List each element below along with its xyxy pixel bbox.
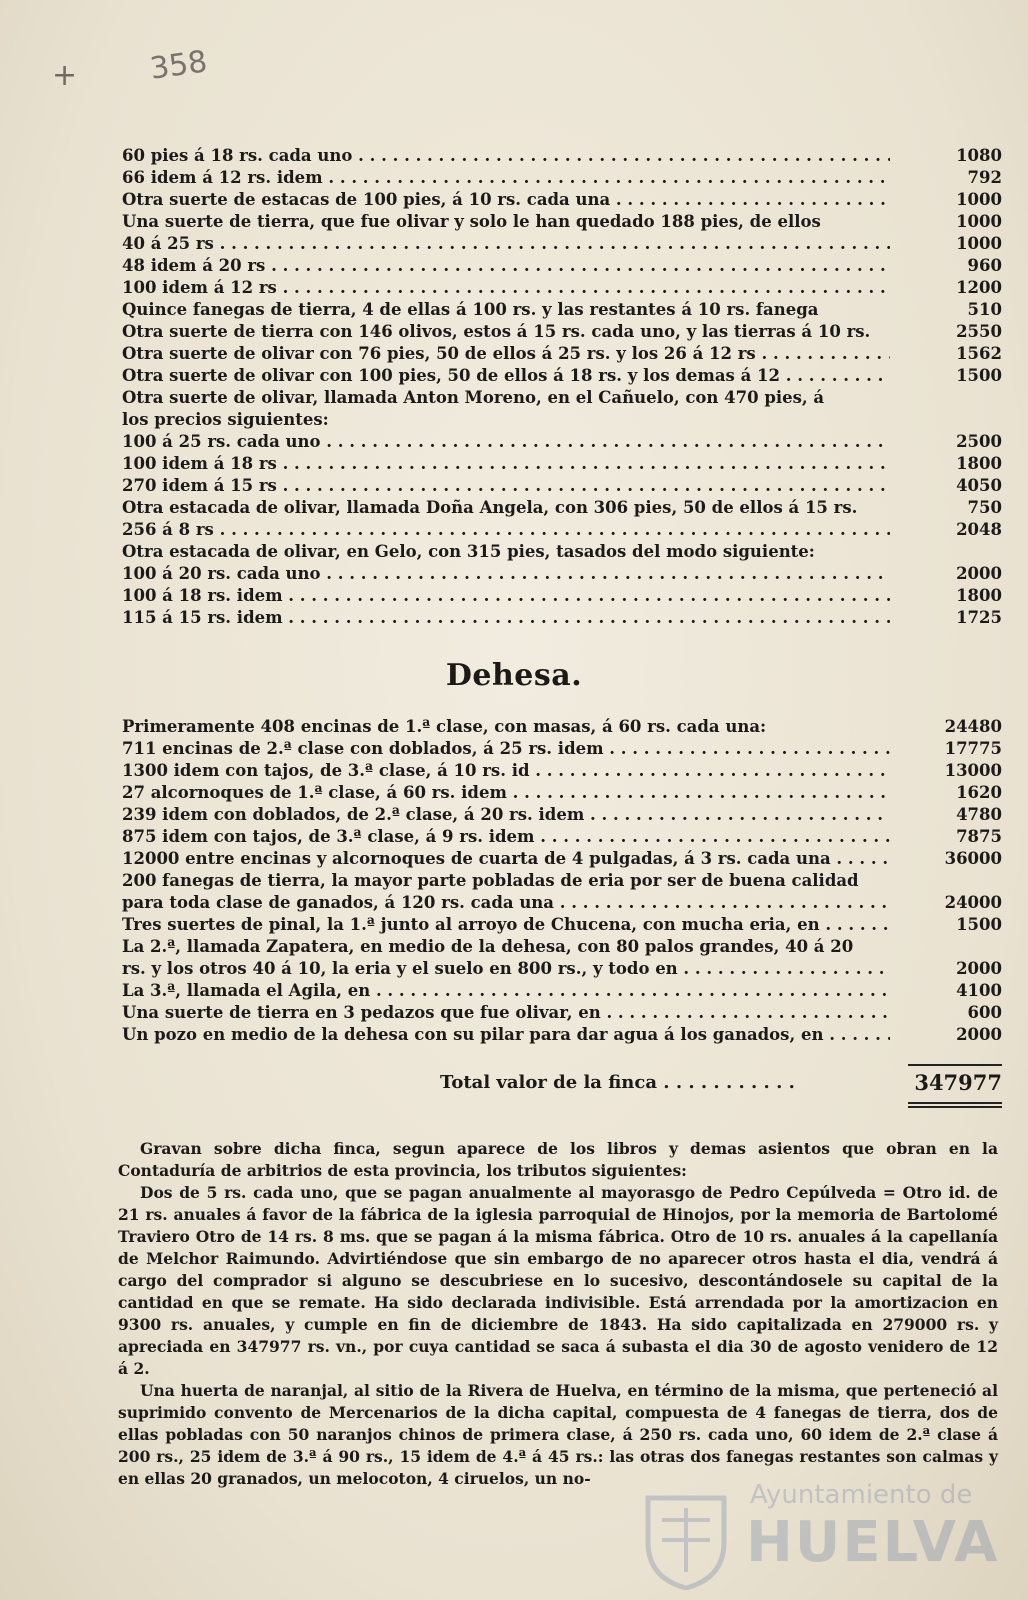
entry-value: 2500: [956, 432, 1002, 451]
entry-description: 711 encinas de 2.ª clase con doblados, á 25 rs. idem . . .: [122, 738, 890, 760]
entry-row: [122, 607, 1002, 629]
entry-row: [122, 211, 1002, 233]
entry-value: 1500: [956, 915, 1002, 934]
entry-description: 60 pies á 18 rs. cada uno . . .: [122, 145, 890, 167]
entry-row: [122, 892, 1002, 914]
entry-description: Una suerte de tierra en 3 pedazos que fue olivar, en . . .: [122, 1002, 890, 1024]
entry-value: 1800: [956, 586, 1002, 605]
entry-row: [122, 870, 1002, 892]
entry-value: 4100: [956, 981, 1002, 1000]
entry-description: Otra suerte de estacas de 100 pies, á 10 rs. cada una . . .: [122, 189, 890, 211]
entry-value: 1725: [956, 608, 1002, 627]
entry-description: 239 idem con doblados, de 2.ª clase, á 20 rs. idem . . .: [122, 804, 890, 826]
entry-description: 256 á 8 rs . . .: [122, 519, 890, 541]
entry-row: [122, 738, 1002, 760]
entry-description: Primeramente 408 encinas de 1.ª clase, con masas, á 60 rs. cada una:: [122, 717, 767, 736]
entry-value: 1000: [956, 212, 1002, 231]
entry-description: 100 á 20 rs. cada uno . . .: [122, 563, 890, 585]
watermark-caption: Ayuntamiento de: [750, 1480, 973, 1510]
entry-row: [122, 958, 1002, 980]
entry-description: 27 alcornoques de 1.ª clase, á 60 rs. idem . . .: [122, 782, 890, 804]
entry-value: 36000: [944, 849, 1002, 868]
section-title: Dehesa.: [445, 658, 583, 693]
entry-value: 2000: [956, 959, 1002, 978]
entry-row: [122, 760, 1002, 782]
entry-row: [122, 1002, 1002, 1024]
entry-row: [122, 145, 1002, 167]
entry-row: [122, 782, 1002, 804]
entry-row: [122, 563, 1002, 585]
entry-value: 2048: [956, 520, 1002, 539]
entry-row: [122, 431, 1002, 453]
entry-row: [122, 497, 1002, 519]
entry-description: 875 idem con tajos, de 3.ª clase, á 9 rs. idem . . .: [122, 826, 890, 848]
entry-description: Quince fanegas de tierra, 4 de ellas á 100 rs. y las restantes á 10 rs. fanega: [122, 300, 819, 319]
entry-row: [122, 585, 1002, 607]
entry-description: La 2.ª, llamada Zapatera, en medio de la dehesa, con 80 palos grandes, 40 á 20: [122, 937, 854, 956]
entry-value: 2000: [956, 564, 1002, 583]
paragraph-huerta: Una huerta de naranjal, al sitio de la Rivera de Huelva, en término de la misma, que perteneció al suprimido convento de Mercenarios de la dicha capital, compuesta de 4 fanegas de tierra, dos de ellas pobladas con 50 naranjos chinos de primera clase, á 250 rs. cada uno, 60 idem de 2.ª clase á 200 rs., 25 idem de 3.ª á 90 rs., 15 idem de 4.ª á 45 rs.: las otras dos fanegas restantes son calmas y en ellas 20 granados, un melocoton, 4 ciruelos, un no-: [118, 1381, 998, 1488]
entry-row: [122, 233, 1002, 255]
entry-value: 4780: [956, 805, 1002, 824]
entry-row: [122, 936, 1002, 958]
entry-value: 4050: [956, 476, 1002, 495]
entry-value: 960: [967, 256, 1002, 275]
paragraph-tributos: Dos de 5 rs. cada uno, que se pagan anualmente al mayorasgo de Pedro Cepúlveda = Otro id. de 21 rs. anuales á favor de la fábrica de la iglesia parroquial de Hinojos, por la memoria de Bartolomé Traviero Otro de 14 rs. 8 ms. que se pagan á la misma fábrica. Otro de 10 rs. anuales á la capellanía de Melchor Raimundo. Advirtiéndose que sin embargo de no aparecer otros hasta el dia, vendrá á cargo del comprador si alguno se descubriese en lo sucesivo, descontándosele su capital de la cantidad en que se remate. Ha sido declarada indivisible. Está arrendada por la amortizacion en 9300 rs. anuales, y cumple en fin de diciembre de 1843. Ha sido capitalizada en 279000 rs. y apreciada en 347977 rs. vn., por cuya cantidad se saca á subasta el dia 30 de agosto venidero de 12 á 2.: [118, 1183, 998, 1378]
entry-row: [122, 365, 1002, 387]
entry-description: Otra suerte de olivar con 76 pies, 50 de ellos á 25 rs. y los 26 á 12 rs . . .: [122, 343, 890, 365]
entry-description: 100 á 18 rs. idem . . .: [122, 585, 890, 607]
entry-value: 792: [967, 168, 1002, 187]
entry-row: [122, 848, 1002, 870]
entry-description: La 3.ª, llamada el Agila, en . . .: [122, 980, 890, 1002]
entry-description: Una suerte de tierra, que fue olivar y solo le han quedado 188 pies, de ellos: [122, 212, 821, 231]
entry-description: Otra suerte de olivar, llamada Anton Moreno, en el Cañuelo, con 470 pies, á: [122, 388, 825, 407]
entry-description: 100 idem á 18 rs . . .: [122, 453, 890, 475]
entry-description: 100 idem á 12 rs . . .: [122, 277, 890, 299]
entry-value: 1800: [956, 454, 1002, 473]
entry-row: [122, 299, 1002, 321]
entry-description: Tres suertes de pinal, la 1.ª junto al arroyo de Chucena, con mucha eria, en . . .: [122, 914, 890, 936]
entry-description: 115 á 15 rs. idem . . .: [122, 607, 890, 629]
entry-row: [122, 453, 1002, 475]
handwritten-page-number: 358: [147, 44, 210, 87]
entry-value: 510: [967, 300, 1002, 319]
entry-row: [122, 475, 1002, 497]
entry-row: [122, 826, 1002, 848]
encumbrances-text: [118, 1138, 998, 1490]
sum-rule: [908, 1064, 1002, 1066]
entry-description: 48 idem á 20 rs . . .: [122, 255, 890, 277]
double-rule-top: [908, 1102, 1002, 1104]
entry-row: [122, 189, 1002, 211]
entry-row: [122, 255, 1002, 277]
entry-row: [122, 914, 1002, 936]
entry-value: 1620: [956, 783, 1002, 802]
entry-value: 1562: [956, 344, 1002, 363]
entry-value: 1080: [956, 146, 1002, 165]
entry-value: 24000: [944, 893, 1002, 912]
entry-description: rs. y los otros 40 á 10, la eria y el suelo en 800 rs., y todo en . . .: [122, 958, 890, 980]
total-value: 347977: [914, 1070, 1002, 1095]
margin-plus-mark: +: [52, 58, 78, 93]
entry-row: [122, 409, 1002, 431]
valuation-list-olivares: [122, 145, 1002, 629]
entry-value: 1200: [956, 278, 1002, 297]
entry-description: Otra suerte de tierra con 146 olivos, estos á 15 rs. cada uno, y las tierras á 10 rs.: [122, 322, 871, 341]
entry-row: [122, 541, 1002, 563]
entry-row: [122, 343, 1002, 365]
total-row: [440, 1070, 1002, 1096]
entry-value: 2000: [956, 1025, 1002, 1044]
entry-row: [122, 277, 1002, 299]
entry-description: Otra estacada de olivar, llamada Doña Angela, con 306 pies, 50 de ellos á 15 rs.: [122, 498, 858, 517]
entry-description: 1300 idem con tajos, de 3.ª clase, á 10 rs. id . . .: [122, 760, 890, 782]
entry-row: [122, 1024, 1002, 1046]
entry-row: [122, 321, 1002, 343]
entry-description: 12000 entre encinas y alcornoques de cuarta de 4 pulgadas, á 3 rs. cada una . . .: [122, 848, 890, 870]
entry-description: los precios siguientes:: [122, 410, 329, 429]
entry-description: Otra estacada de olivar, en Gelo, con 315 pies, tasados del modo siguiente:: [122, 542, 815, 561]
entry-description: 270 idem á 15 rs . . .: [122, 475, 890, 497]
archive-watermark: [620, 1470, 1020, 1590]
entry-value: 24480: [944, 717, 1002, 736]
entry-value: 17775: [944, 739, 1002, 758]
entry-description: 40 á 25 rs . . .: [122, 233, 890, 255]
double-rule-bottom: [908, 1106, 1002, 1108]
entry-value: 1000: [956, 190, 1002, 209]
entry-row: [122, 167, 1002, 189]
entry-description: 66 idem á 12 rs. idem . . .: [122, 167, 890, 189]
coat-of-arms-icon: [640, 1490, 732, 1590]
entry-description: 100 á 25 rs. cada uno . . .: [122, 431, 890, 453]
entry-row: [122, 804, 1002, 826]
entry-description: 200 fanegas de tierra, la mayor parte pobladas de eria por ser de buena calidad: [122, 871, 859, 890]
entry-value: 1500: [956, 366, 1002, 385]
entry-description: Otra suerte de olivar con 100 pies, 50 de ellos á 18 rs. y los demas á 12 . . .: [122, 365, 890, 387]
entry-description: Un pozo en medio de la dehesa con su pilar para dar agua á los ganados, en . . .: [122, 1024, 890, 1046]
entry-value: 600: [967, 1003, 1002, 1022]
entry-row: [122, 716, 1002, 738]
entry-value: 1000: [956, 234, 1002, 253]
entry-row: [122, 980, 1002, 1002]
watermark-title: HUELVA: [746, 1510, 1000, 1575]
entry-value: 13000: [944, 761, 1002, 780]
paragraph-gravan: Gravan sobre dicha finca, segun aparece de los libros y demas asientos que obran en la Contaduría de arbitrios de esta provincia, los tributos siguientes:: [118, 1139, 998, 1180]
entry-value: 7875: [956, 827, 1002, 846]
entry-value: 750: [967, 498, 1002, 517]
total-label: Total valor de la finca . . .: [440, 1070, 795, 1096]
entry-value: 2550: [956, 322, 1002, 341]
entry-description: para toda clase de ganados, á 120 rs. cada una . . .: [122, 892, 890, 914]
entry-row: [122, 519, 1002, 541]
entry-row: [122, 387, 1002, 409]
valuation-list-dehesa: [122, 716, 1002, 1046]
